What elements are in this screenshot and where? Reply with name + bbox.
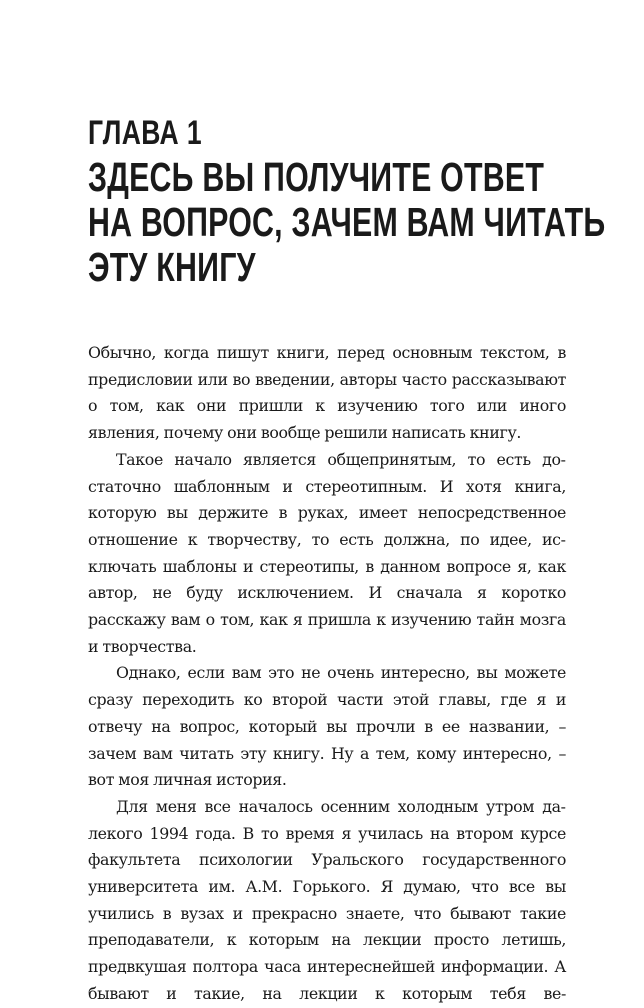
paragraph: Такое начало является общепринятым, то есть достаточно шаблонным и стереотипным. И хотя книга, которую вы держите в руках, имеет непосредственное отношение к творчеству, то есть должна, по идее, исключать шаблоны и стереотипы, в данном вопросе я, как автор, не буду исключением. И сначала я коротко расскажу вам о том, как я пришла к изучению тайн мозга и творчества. <box>88 449 566 656</box>
paragraph: Однако, если вам это не очень интересно, вы можете сразу переходить ко второй части этой главы, где я и отвечу на вопрос, который вы прочли в ее названии, – зачем вам читать эту книгу. Ну а тем, кому интересно, – вот моя личная история. <box>88 663 566 790</box>
chapter-title-line: НА ВОПРОС, ЗАЧЕМ ВАМ ЧИТАТЬ <box>88 199 606 245</box>
chapter-title <box>88 155 605 290</box>
paragraph: Для меня все началось осенним холодным утром далекого 1994 года. В то время я училась на втором курсе факультета психологии Уральского государственного университета им. А.М. Горького. Я думаю, что все вы учились в вузах и прекрасно знаете, что бывают такие преподаватели, к которым на лекции просто летишь, предвкушая полтора часа интереснейшей информации. А бывают и такие, на лекции к которым тебя ве- <box>88 796 566 1003</box>
chapter-title-line: ЭТУ КНИГУ <box>88 244 256 290</box>
body-text <box>88 340 566 1008</box>
chapter-title-line: ЗДЕСЬ ВЫ ПОЛУЧИТЕ ОТВЕТ <box>88 154 545 200</box>
chapter-label: ГЛАВА 1 <box>88 114 202 152</box>
paragraph: Обычно, когда пишут книги, перед основным текстом, в предисловии или во введении, авторы часто рассказывают о том, как они пришли к изучению того или иного явления, почему они вообще решили написать книгу. <box>88 343 566 443</box>
